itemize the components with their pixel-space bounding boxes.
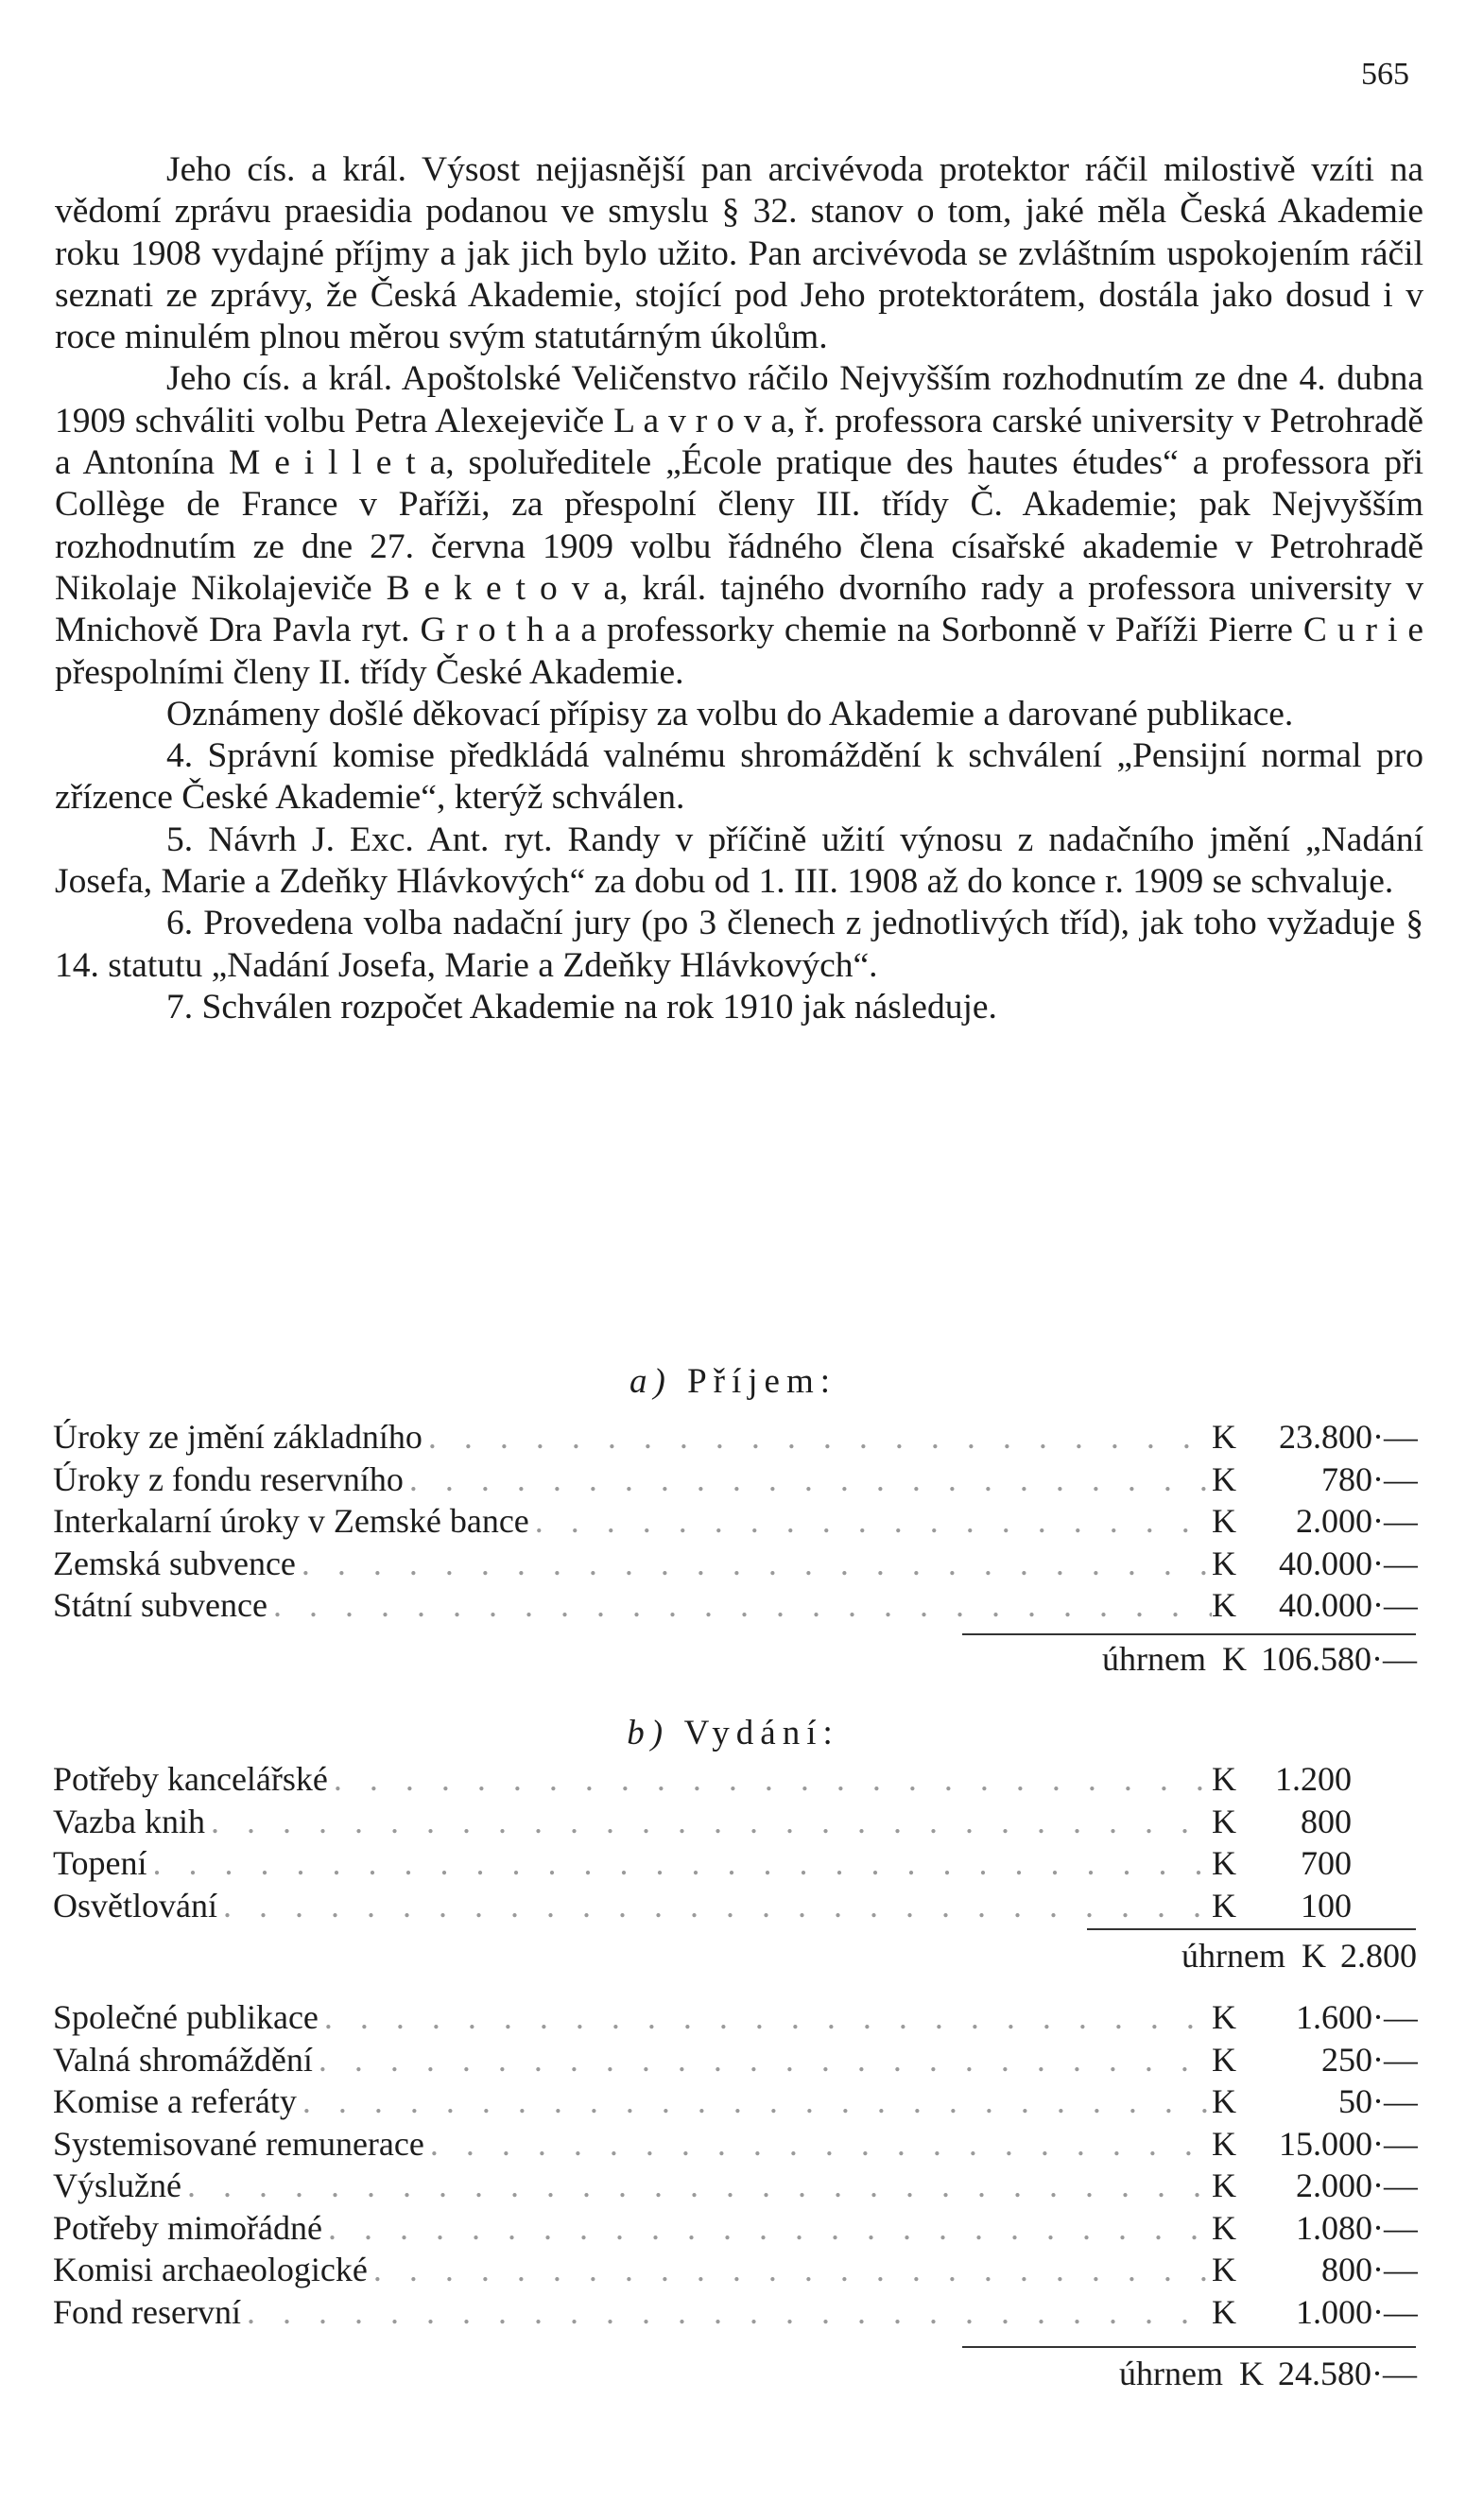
row-amount: 1.200 <box>1275 1760 1352 1798</box>
row-label: Komise a referáty <box>53 2082 297 2120</box>
row-currency: K <box>1212 1998 1236 2036</box>
leader-dots <box>423 1416 1212 1458</box>
table-row <box>53 1758 1418 1801</box>
table-row <box>53 1543 1418 1585</box>
row-label: Úroky z fondu reservního <box>53 1459 404 1498</box>
expenses-table-1 <box>53 1758 1418 1926</box>
row-currency: K <box>1212 2082 1236 2120</box>
row-amount: 1.600·— <box>1296 1998 1418 2036</box>
row-amount: 40.000·— <box>1279 1586 1418 1624</box>
sum-rule <box>962 2346 1416 2348</box>
expenses-heading-word: Vydání: <box>683 1714 839 1752</box>
row-label: Fond reservní <box>53 2292 241 2331</box>
table-row <box>53 2039 1418 2081</box>
sum-rule <box>1087 1928 1416 1930</box>
row-amount: 1.000·— <box>1296 2292 1418 2331</box>
sum-rule <box>962 1633 1416 1635</box>
table-row <box>53 2207 1418 2250</box>
row-currency: K <box>1212 2124 1236 2163</box>
leader-dots <box>297 2080 1212 2123</box>
row-currency: K <box>1212 1802 1236 1840</box>
total-label: úhrnem <box>1181 1937 1285 1975</box>
row-label: Potřeby mimořádné <box>53 2208 322 2247</box>
leader-dots <box>529 1500 1212 1543</box>
row-amount: 50·— <box>1338 2082 1418 2120</box>
row-amount: 1.080·— <box>1296 2208 1418 2247</box>
leader-dots <box>368 2249 1212 2291</box>
row-label: Topení <box>53 1844 147 1882</box>
table-row <box>53 1458 1418 1501</box>
paragraph: 7. Schválen rozpočet Akademie na rok 1910 jak následuje. <box>166 987 997 1027</box>
total-amount: 106.580·— <box>1261 1640 1417 1678</box>
expenses-subtotal-2 <box>1119 2354 1417 2393</box>
row-label: Systemisované remunerace <box>53 2124 424 2163</box>
total-label: úhrnem <box>1119 2355 1223 2392</box>
row-currency: K <box>1212 1760 1236 1798</box>
row-label: Potřeby kancelářské <box>53 1760 328 1798</box>
row-amount: 780·— <box>1321 1459 1418 1498</box>
leader-dots <box>217 1885 1212 1927</box>
row-currency: K <box>1212 1586 1236 1624</box>
leader-dots <box>328 1758 1212 1801</box>
expenses-heading-letter: b) <box>627 1714 670 1752</box>
income-heading <box>0 1361 1466 1402</box>
row-currency: K <box>1212 2208 1236 2247</box>
leader-dots <box>241 2291 1212 2334</box>
row-label: Společné publikace <box>53 1998 319 2036</box>
row-currency: K <box>1212 1886 1236 1925</box>
row-label: Interkalarní úroky v Zemské bance <box>53 1502 529 1540</box>
row-currency: K <box>1212 1459 1236 1498</box>
table-row <box>53 2291 1418 2334</box>
table-row <box>53 1416 1418 1458</box>
paragraph: 6. Provedena volba nadační jury (po 3 členech z jednotlivých tříd), jak toho vyžaduje § 14. statutu „Nadání Josefa, Marie a Zdeňky Hlávkových“. <box>55 904 1423 985</box>
row-amount: 2.000·— <box>1296 2166 1418 2204</box>
body-text <box>55 149 1423 1028</box>
table-row <box>53 1801 1418 1843</box>
row-currency: K <box>1212 1502 1236 1540</box>
leader-dots <box>322 2207 1212 2250</box>
row-currency: K <box>1212 1418 1236 1456</box>
row-amount: 100 <box>1301 1886 1352 1925</box>
leader-dots <box>181 2165 1212 2207</box>
row-label: Vazba knih <box>53 1802 205 1840</box>
expenses-table-2 <box>53 1996 1418 2333</box>
total-currency: K <box>1302 1937 1326 1975</box>
row-label: Valná shromáždění <box>53 2040 313 2079</box>
table-row <box>53 2123 1418 2166</box>
row-amount: 250·— <box>1321 2040 1418 2079</box>
row-label: Zemská subvence <box>53 1544 296 1582</box>
paragraph: Jeho cís. a král. Apoštolské Veličenstvo ráčilo Nejvyšším rozhodnutím ze dne 4. dubna 1909 schváliti volbu Petra Alexejeviče L a v r o v a, ř. professora carské university v Petrohradě a Antonína M e i l l e t a, spoluředitele „École pratique des hautes études“ a professora při Collège de France v Paříži, za přespolní členy III. třídy Č. Akademie; pak Nejvyšším rozhodnutím ze dne 27. června 1909 volbu řádného člena císařské akademie v Petrohradě Nikolaje Nikolajeviče B e k e t o v a, král. tajného dvorního rady a professora university v Mnichově Dra Pavla ryt. G r o t h a a professorky chemie na Sorbonně v Paříži Pierre C u r i e přespolními členy II. třídy České Akademie. <box>55 359 1423 692</box>
income-total <box>1102 1639 1417 1679</box>
income-heading-letter: a) <box>629 1362 672 1401</box>
row-currency: K <box>1212 2040 1236 2079</box>
table-row <box>53 2080 1418 2123</box>
leader-dots <box>313 2039 1212 2081</box>
leader-dots <box>267 1584 1212 1627</box>
row-amount: 700 <box>1301 1844 1352 1882</box>
total-amount: 24.580·— <box>1278 2355 1417 2392</box>
row-amount: 23.800·— <box>1279 1418 1418 1456</box>
row-label: Komisi archaeologické <box>53 2251 368 2288</box>
row-amount: 2.000·— <box>1296 1502 1418 1540</box>
table-row <box>53 1996 1418 2039</box>
row-label: Osvětlování <box>53 1886 217 1925</box>
row-currency: K <box>1212 2292 1236 2331</box>
row-amount: 15.000·— <box>1279 2124 1418 2163</box>
row-amount: 40.000·— <box>1279 1544 1418 1582</box>
paragraph: Oznámeny došlé děkovací přípisy za volbu do Akademie a darované publikace. <box>166 694 1294 734</box>
leader-dots <box>404 1458 1212 1501</box>
expenses-subtotal-1 <box>1181 1936 1417 1976</box>
paragraph: 5. Návrh J. Exc. Ant. ryt. Randy v příčině užití výnosu z nadačního jmění „Nadání Josefa, Marie a Zdeňky Hlávkových“ za dobu od 1. III. 1908 až do konce r. 1909 se schvaluje. <box>55 820 1423 902</box>
leader-dots <box>205 1801 1212 1843</box>
row-label: Výslužné <box>53 2166 181 2204</box>
leader-dots <box>296 1543 1212 1585</box>
row-currency: K <box>1212 1544 1236 1582</box>
total-label: úhrnem <box>1102 1640 1206 1678</box>
row-amount: 800·— <box>1321 2251 1418 2288</box>
table-row <box>53 1500 1418 1543</box>
paragraph: Jeho cís. a král. Výsost nejjasnější pan arcivévoda protektor ráčil milostivě vzíti na vědomí zprávu praesidia podanou ve smyslu § 32. stanov o tom, jaké měla Česká Akademie roku 1908 vydajné příjmy a jak jich bylo užito. Pan arcivévoda se zvláštním uspokojením ráčil seznati ze zprávy, že Česká Akademie, stojící pod Jeho protektorátem, dostála jako dosud i v roce minulém plnou měrou svým statutárným úkolům. <box>55 150 1423 357</box>
leader-dots <box>147 1842 1212 1885</box>
total-currency: K <box>1222 1640 1247 1678</box>
row-currency: K <box>1212 1844 1236 1882</box>
table-row <box>53 1885 1418 1927</box>
leader-dots <box>424 2123 1212 2166</box>
row-label: Úroky ze jmění základního <box>53 1418 423 1456</box>
table-row <box>53 1842 1418 1885</box>
row-amount: 800 <box>1301 1802 1352 1840</box>
income-table <box>53 1416 1418 1627</box>
row-label: Státní subvence <box>53 1586 267 1624</box>
expenses-heading <box>0 1713 1466 1753</box>
leader-dots <box>319 1996 1212 2039</box>
page-number: 565 <box>1361 57 1409 92</box>
table-row <box>53 1584 1418 1627</box>
table-row <box>53 2165 1418 2207</box>
total-amount: 2.800 <box>1340 1937 1417 1975</box>
total-currency: K <box>1239 2355 1264 2392</box>
row-currency: K <box>1212 2251 1236 2288</box>
paragraph: 4. Správní komise předkládá valnému shromáždění k schválení „Pensijní normal pro zřízence České Akademie“, kterýž schválen. <box>55 736 1423 818</box>
income-heading-word: Příjem: <box>687 1362 837 1401</box>
row-currency: K <box>1212 2166 1236 2204</box>
table-row <box>53 2249 1418 2291</box>
